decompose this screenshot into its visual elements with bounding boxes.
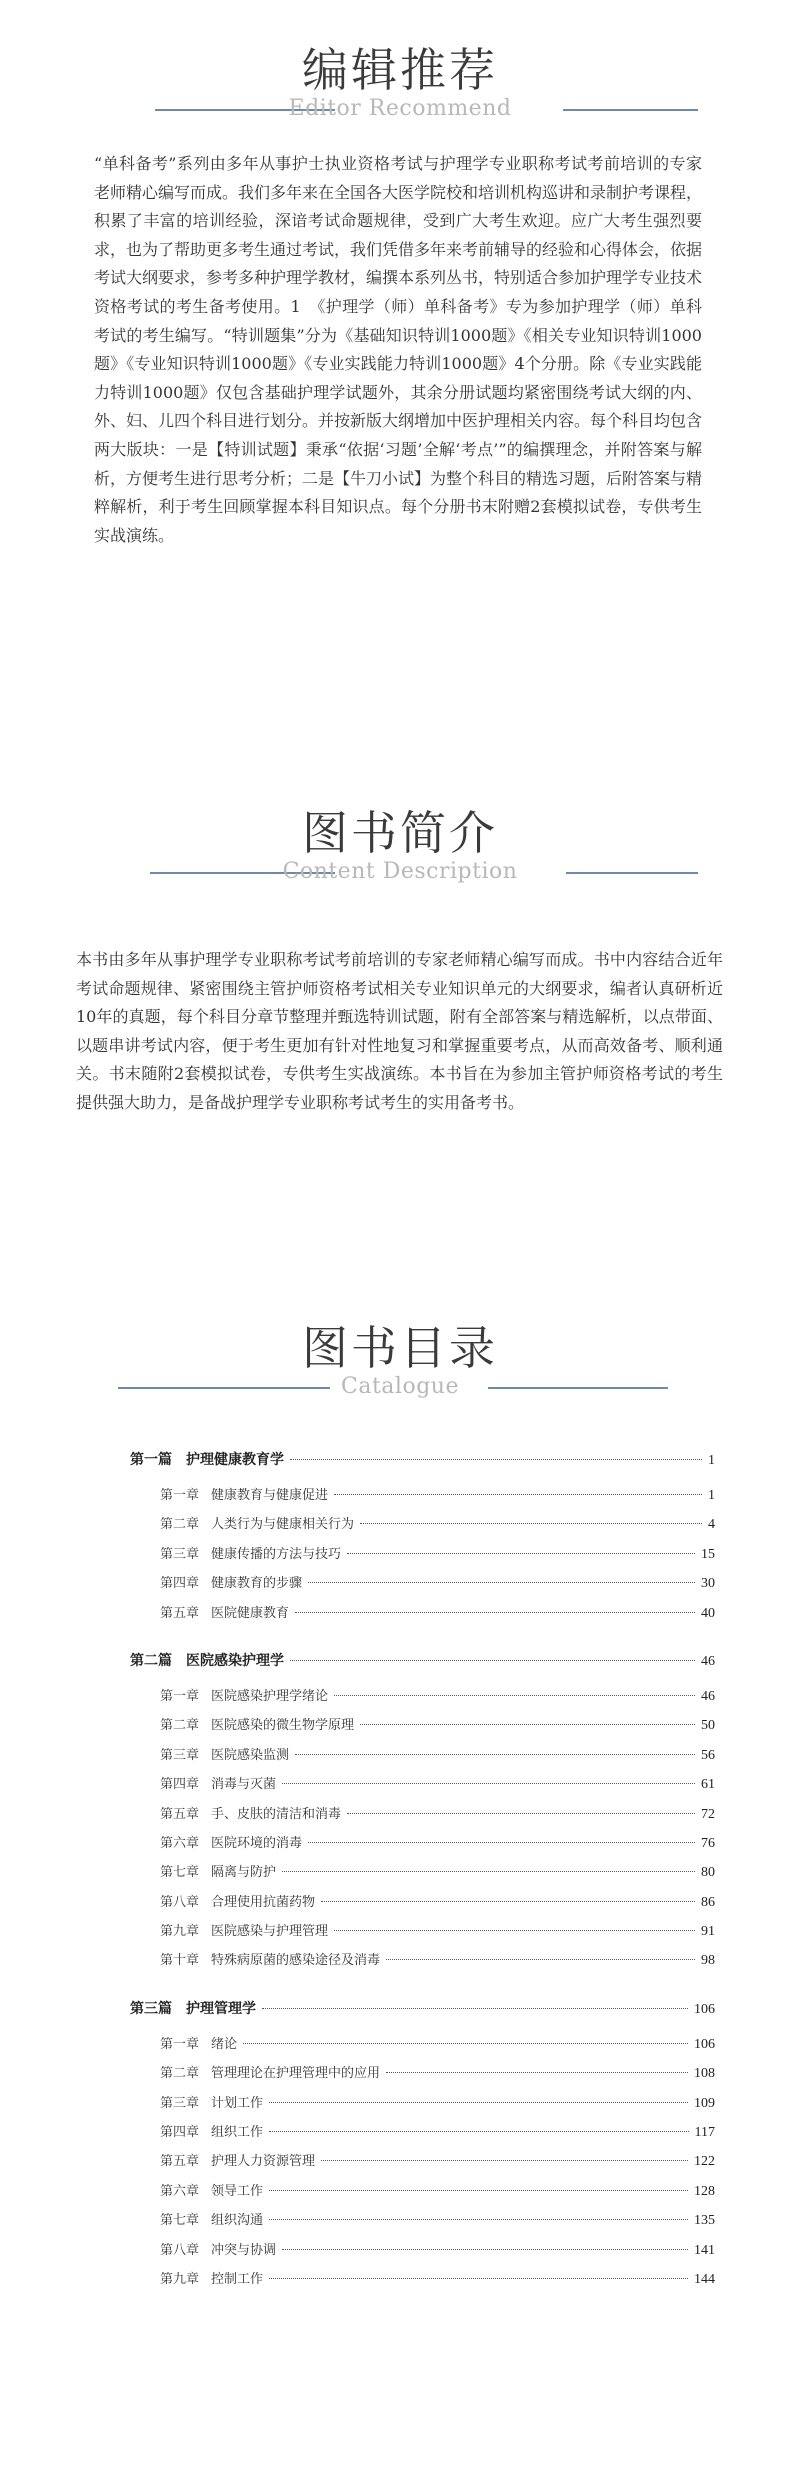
toc-chapter[interactable]: [130, 1510, 715, 1539]
chapter-number: 第八章: [160, 1894, 200, 1910]
toc-chapter[interactable]: [130, 2236, 715, 2265]
page-number: 91: [701, 1924, 715, 1940]
page-number: 1: [708, 1488, 715, 1503]
chapter-number: 第五章: [160, 1605, 200, 1621]
leader-dots: [269, 2102, 688, 2103]
toc-chapter[interactable]: [130, 1682, 715, 1711]
chapter-number: 第五章: [160, 1806, 200, 1822]
editor-recommend-body: “单科备考”系列由多年从事护士执业资格考试与护理学专业职称考试考前培训的专家老师精心编写而成。我们多年来在全国各大医学院校和培训机构巡讲和录制护考课程，积累了丰富的培训经验，深谙考试命题规律，受到广大考生欢迎。应广大考生强烈要求，也为了帮助更多考生通过考试，我们凭借多年来考前辅导的经验和心得体会，依据考试大纲要求，参考多种护理学教材，编撰本系列丛书，特别适合参加护理学专业技术资格考试的考生备考使用。1 《护理学（师）单科备考》专为参加护理学（师）单科考试的考生编写。“特训题集”分为《基础知识特训1000题》《相关专业知识特训1000题》《专业知识特训1000题》《专业实践能力特训1000题》4个分册。除《专业实践能力特训1000题》仅包含基础护理学试题外，其余分册试题均紧密围绕考试大纲的内、外、妇、儿四个科目进行划分。并按新版大纲增加中医护理相关内容。每个科目均包含两大版块：一是【特训试题】秉承“依据‘习题’全解‘考点’”的编撰理念，并附答案与解析，方便考生进行思考分析；二是【牛刀小试】为整个科目的精选习题，后附答案与精粹解析，利于考生回顾掌握本科目知识点。每个分册书末附赠2套模拟试卷，专供考生实战演练。: [94, 154, 703, 545]
toc-chapter[interactable]: [130, 2059, 715, 2088]
leader-dots: [347, 1553, 695, 1554]
chapter-title: 手、皮肤的清洁和消毒: [211, 1806, 342, 1822]
page-number: 76: [701, 1835, 715, 1851]
chapter-title: 医院环境的消毒: [211, 1835, 303, 1851]
leader-dots: [334, 1695, 695, 1696]
editor-recommend-title: 编辑推荐: [302, 43, 498, 97]
page-number: 122: [694, 2154, 715, 2170]
toc-chapter[interactable]: [130, 1917, 715, 1946]
page-number: 61: [701, 1777, 715, 1793]
content-description-subtitle: Content Description: [282, 859, 518, 884]
chapter-number: 第九章: [160, 1924, 200, 1940]
leader-dots: [269, 2278, 688, 2279]
page-number: 141: [694, 2242, 715, 2258]
toc-chapter[interactable]: [130, 1741, 715, 1770]
catalogue-subtitle: Catalogue: [341, 1374, 459, 1399]
page-number: 46: [701, 1653, 715, 1669]
chapter-number: 第九章: [160, 2271, 200, 2287]
chapter-number: 第六章: [160, 1835, 200, 1851]
chapter-number: 第四章: [160, 1777, 200, 1793]
chapter-number: 第六章: [160, 2183, 200, 2199]
leader-dots: [282, 1783, 695, 1784]
chapter-number: 第十章: [160, 1953, 200, 1969]
chapter-title: 冲突与协调: [211, 2242, 277, 2258]
leader-dots: [321, 2160, 688, 2161]
chapter-number: 第二章: [160, 2066, 200, 2082]
toc-chapter[interactable]: [130, 1829, 715, 1858]
leader-dots: [308, 1842, 695, 1843]
leader-dots: [295, 1612, 695, 1613]
chapter-title: 健康传播的方法与技巧: [211, 1546, 342, 1562]
chapter-number: 第一章: [160, 1688, 200, 1704]
chapter-title: 医院健康教育: [211, 1605, 290, 1621]
toc-chapter[interactable]: [130, 1711, 715, 1740]
leader-dots: [262, 2008, 688, 2009]
chapter-title: 合理使用抗菌药物: [211, 1894, 316, 1910]
toc-chapter[interactable]: [130, 2030, 715, 2059]
chapter-title: 医院感染监测: [211, 1747, 290, 1763]
chapter-title: 健康教育与健康促进: [211, 1488, 329, 1503]
leader-dots: [360, 1523, 702, 1524]
toc-chapter[interactable]: [130, 2118, 715, 2147]
chapter-title: 控制工作: [211, 2271, 264, 2287]
chapter-number: 第二章: [160, 1517, 200, 1533]
page-number: 56: [701, 1747, 715, 1763]
page-number: 50: [701, 1718, 715, 1734]
leader-dots: [269, 2219, 688, 2220]
toc-chapter[interactable]: [130, 1770, 715, 1799]
toc-chapter[interactable]: [130, 2206, 715, 2235]
leader-dots: [386, 2072, 688, 2073]
chapter-title: 计划工作: [211, 2095, 264, 2111]
page-number: 109: [694, 2095, 715, 2111]
page-number: 4: [708, 1517, 715, 1533]
part-title: 护理管理学: [186, 2000, 256, 2017]
chapter-number: 第七章: [160, 1865, 200, 1881]
toc-chapter[interactable]: [130, 1569, 715, 1598]
chapter-title: 护理人力资源管理: [211, 2154, 316, 2170]
leader-dots: [334, 1930, 695, 1931]
leader-dots: [308, 1582, 695, 1583]
leader-dots: [347, 1813, 695, 1814]
part-title: 护理健康教育学: [186, 1452, 284, 1468]
chapter-title: 组织沟通: [211, 2213, 264, 2229]
page-number: 80: [701, 1865, 715, 1881]
toc-chapter[interactable]: [130, 1858, 715, 1887]
page-number: 86: [701, 1894, 715, 1910]
leader-dots: [290, 1459, 702, 1460]
leader-dots: [269, 2190, 688, 2191]
chapter-title: 组织工作: [211, 2125, 264, 2141]
toc-chapter[interactable]: [130, 2089, 715, 2118]
page-number: 1: [708, 1453, 715, 1468]
leader-dots: [243, 2043, 688, 2044]
leader-dots: [290, 1660, 695, 1661]
toc-chapter[interactable]: [130, 1888, 715, 1917]
chapter-title: 消毒与灭菌: [211, 1777, 277, 1793]
toc-chapter[interactable]: [130, 1599, 715, 1628]
chapter-title: 健康教育的步骤: [211, 1576, 303, 1592]
toc-chapter[interactable]: [130, 1481, 715, 1510]
page-number: 117: [694, 2125, 715, 2141]
chapter-title: 医院感染护理学绪论: [211, 1688, 329, 1704]
chapter-title: 领导工作: [211, 2183, 264, 2199]
page-number: 46: [701, 1688, 715, 1704]
part-number: 第一篇: [130, 1452, 172, 1468]
toc-chapter[interactable]: [130, 2147, 715, 2176]
page-number: 106: [694, 2001, 715, 2017]
page-number: 135: [694, 2213, 715, 2229]
toc-chapter[interactable]: [130, 2177, 715, 2206]
toc-chapter[interactable]: [130, 1540, 715, 1569]
chapter-number: 第三章: [160, 1546, 200, 1562]
leader-dots: [269, 2131, 688, 2132]
chapter-number: 第四章: [160, 1576, 200, 1592]
chapter-title: 管理理论在护理管理中的应用: [211, 2066, 381, 2082]
toc-chapter[interactable]: [130, 1800, 715, 1829]
leader-dots: [282, 2249, 688, 2250]
page-number: 15: [701, 1546, 715, 1562]
toc-chapter[interactable]: [130, 1946, 715, 1975]
page-number: 30: [701, 1576, 715, 1592]
page-number: 108: [694, 2066, 715, 2082]
table-of-contents: [130, 1445, 715, 2294]
content-description-header: [0, 805, 800, 895]
page-number: 106: [694, 2036, 715, 2052]
chapter-number: 第二章: [160, 1718, 200, 1734]
chapter-title: 特殊病原菌的感染途径及消毒: [211, 1953, 381, 1969]
part-number: 第二篇: [130, 1652, 172, 1669]
part-number: 第三篇: [130, 2000, 172, 2017]
chapter-number: 第三章: [160, 2095, 200, 2111]
chapter-number: 第一章: [160, 1488, 200, 1503]
chapter-title: 人类行为与健康相关行为: [211, 1517, 355, 1533]
part-title: 医院感染护理学: [186, 1652, 284, 1669]
page-number: 144: [694, 2271, 715, 2287]
chapter-title: 隔离与防护: [211, 1865, 277, 1881]
chapter-number: 第八章: [160, 2242, 200, 2258]
leader-dots: [360, 1724, 695, 1725]
leader-dots: [295, 1754, 695, 1755]
catalogue-header: [0, 1320, 800, 1410]
chapter-number: 第七章: [160, 2213, 200, 2229]
catalogue-title: 图书目录: [302, 1321, 498, 1375]
content-description-body: 本书由多年从事护理学专业职称考试考前培训的专家老师精心编写而成。书中内容结合近年考试命题规律、紧密围绕主管护师资格考试相关专业知识单元的大纲要求，编者认真研析近10年的真题，每个科目分章节整理并甄选特训试题，附有全部答案与精选解析，以点带面、以题串讲考试内容，便于考生更加有针对性地复习和掌握重要考点，从而高效备考、顺利通关。书末随附2套模拟试卷，专供考生实战演练。本书旨在为参加主管护师资格考试的考生提供强大助力，是备战护理学专业职称考试考生的实用备考书。: [76, 950, 723, 1112]
chapter-title: 医院感染与护理管理: [211, 1924, 329, 1940]
leader-dots: [321, 1901, 695, 1902]
chapter-title: 医院感染的微生物学原理: [211, 1718, 355, 1734]
page-number: 128: [694, 2183, 715, 2199]
chapter-number: 第五章: [160, 2154, 200, 2170]
page-number: 72: [701, 1806, 715, 1822]
leader-dots: [282, 1871, 695, 1872]
leader-dots: [386, 1959, 695, 1960]
page-number: 98: [701, 1953, 715, 1969]
toc-part[interactable]: [130, 1445, 715, 1475]
chapter-number: 第三章: [160, 1747, 200, 1763]
toc-chapter[interactable]: [130, 2265, 715, 2294]
toc-part[interactable]: [130, 1646, 715, 1676]
chapter-number: 第一章: [160, 2036, 200, 2052]
content-description-title: 图书简介: [302, 806, 498, 860]
editor-recommend-header: [0, 42, 800, 132]
chapter-number: 第四章: [160, 2125, 200, 2141]
chapter-title: 绪论: [211, 2036, 238, 2052]
leader-dots: [334, 1494, 702, 1495]
editor-recommend-subtitle: Editor Recommend: [288, 96, 512, 121]
page-number: 40: [701, 1605, 715, 1621]
toc-part[interactable]: [130, 1994, 715, 2024]
